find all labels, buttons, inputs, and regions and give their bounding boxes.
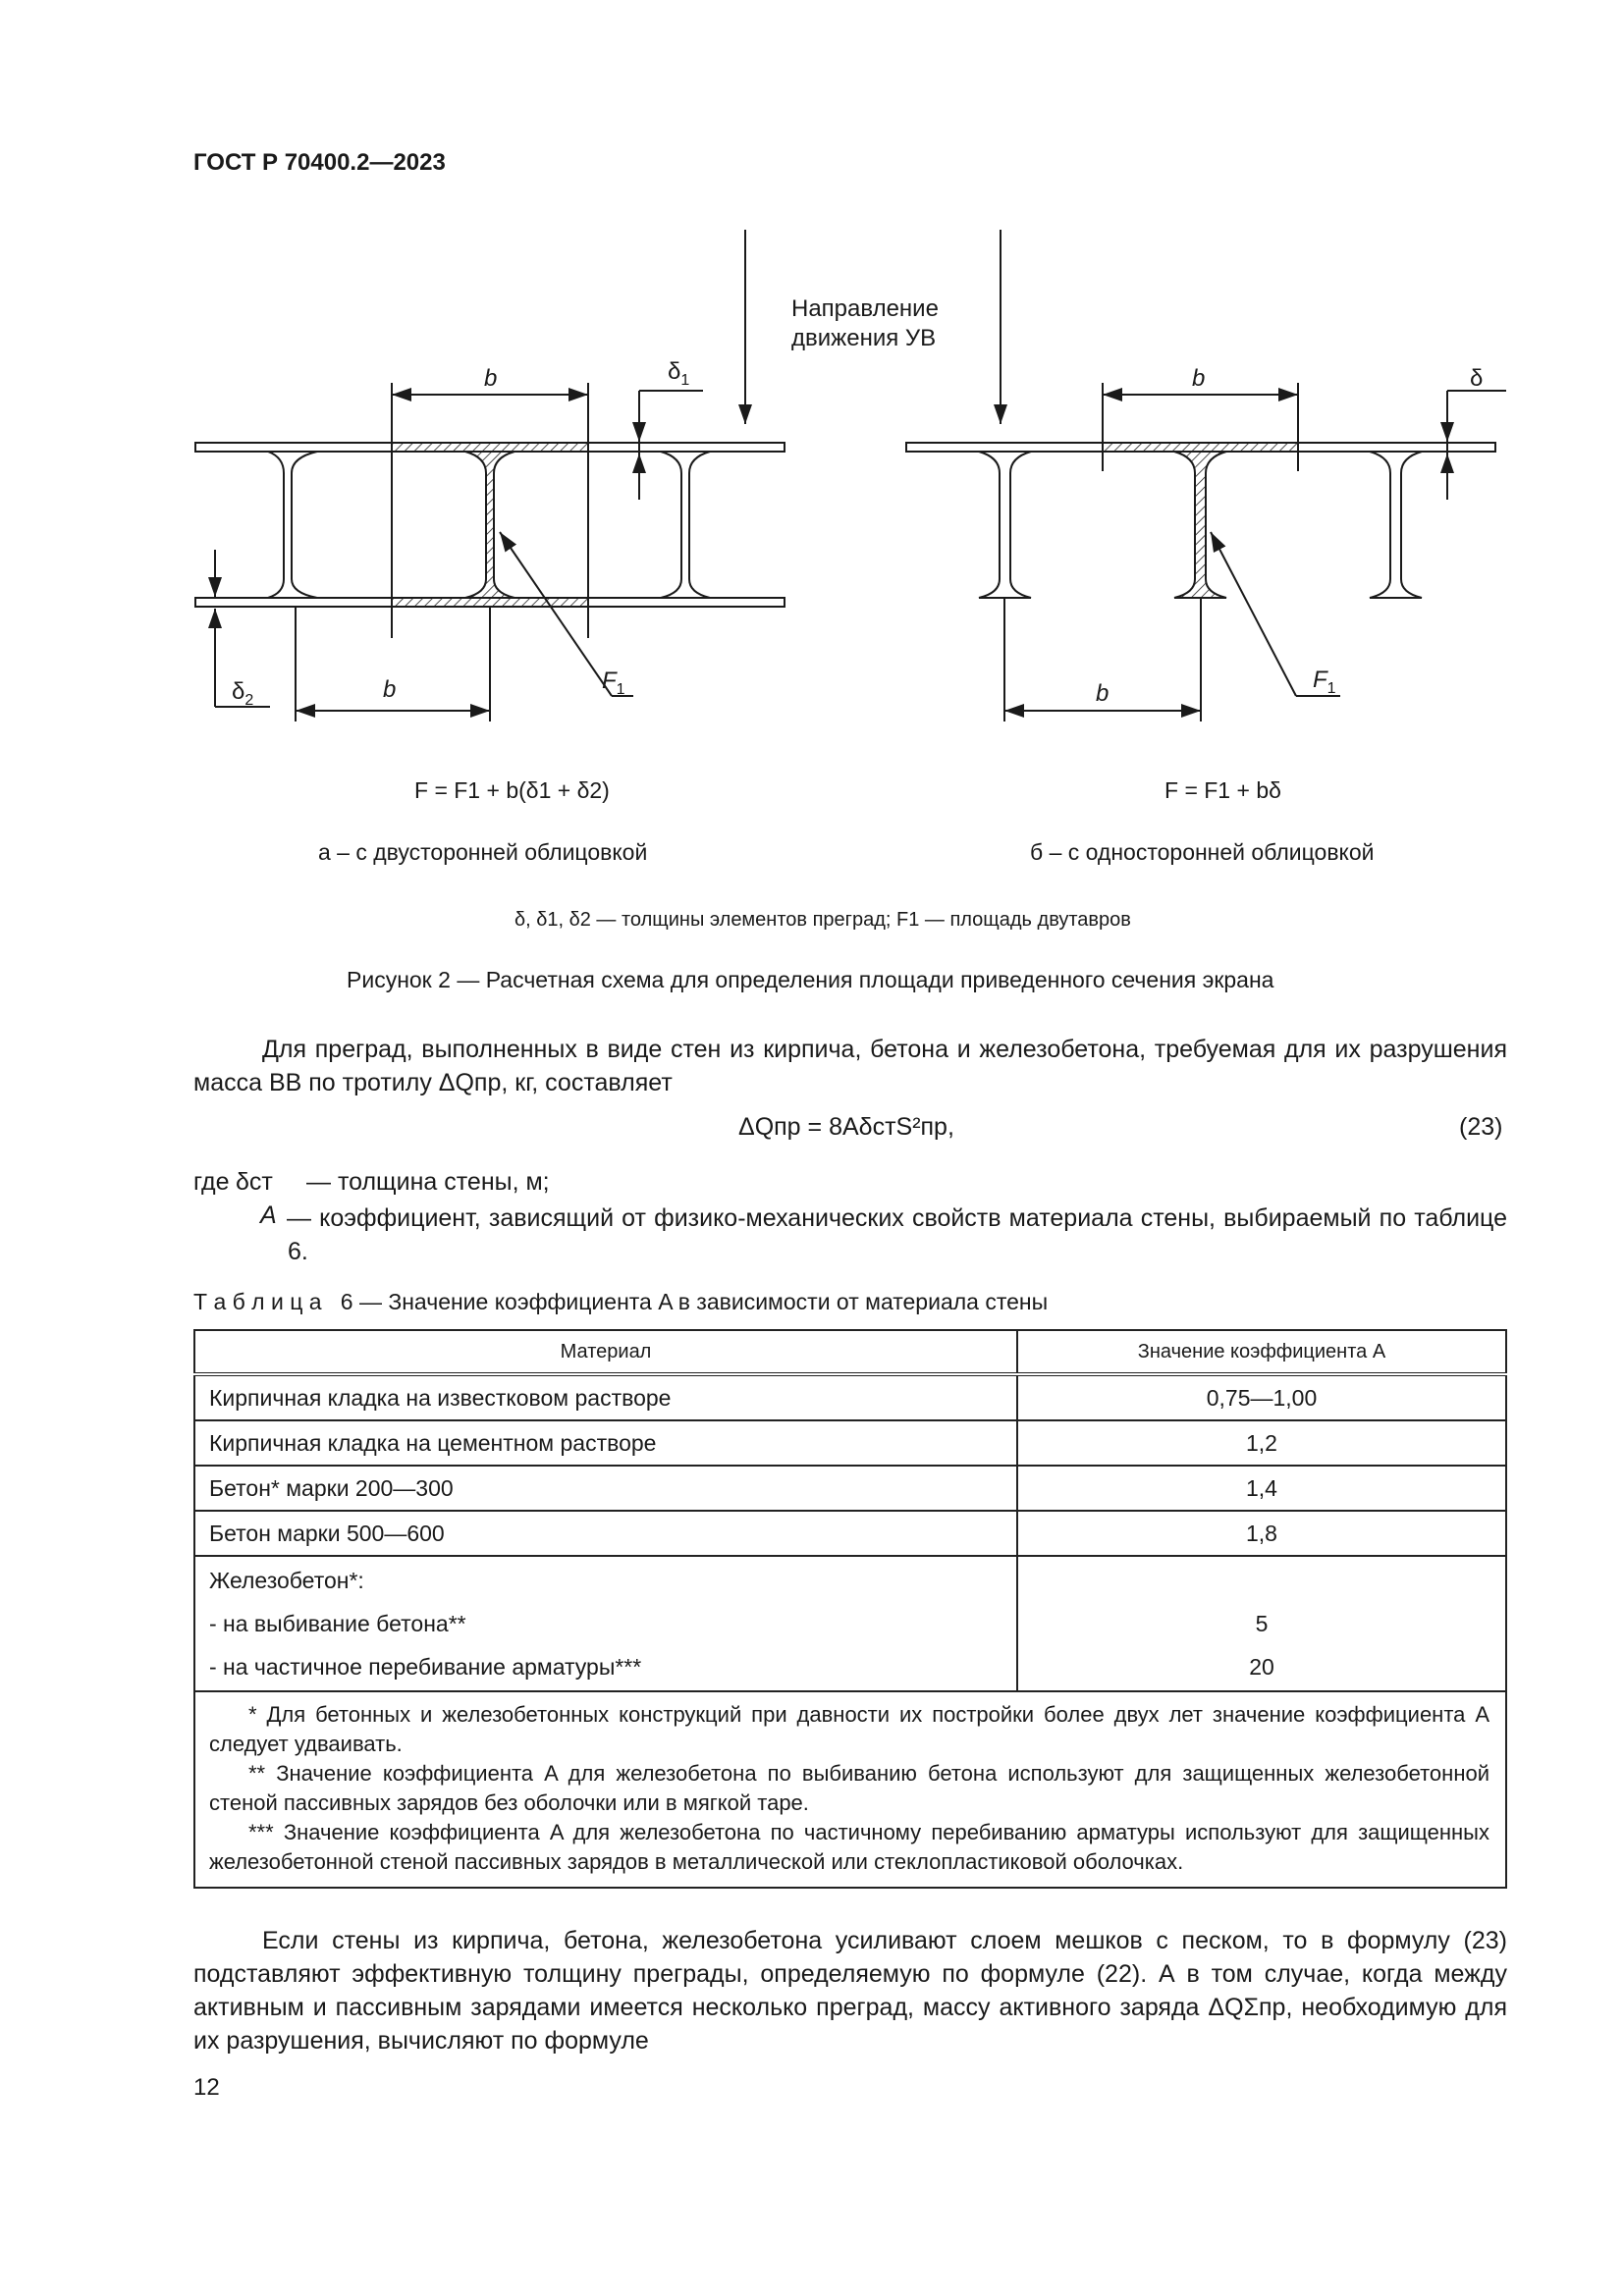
delta2-label: $\delta_2$ <box>232 678 254 709</box>
where-symbol-a: A <box>260 1201 277 1229</box>
doc-header: ГОСТ Р 70400.2—2023 <box>193 149 446 176</box>
where-lead: где <box>193 1168 230 1196</box>
beam-left-a <box>268 452 317 598</box>
group-item: - на частичное перебивание арматуры*** <box>209 1654 642 1680</box>
delta1-label: $\delta_1$ <box>668 358 690 389</box>
hatch-bottom-a <box>392 598 588 607</box>
f1-label: $F_1$ <box>602 667 625 698</box>
table-notes-row <box>194 1691 1506 1888</box>
group-title: Железобетон*: <box>209 1568 364 1593</box>
dim-b-label: b <box>1096 680 1110 707</box>
delta-label: δ <box>1470 365 1484 392</box>
beam-left-b <box>979 452 1031 598</box>
table-row <box>194 1511 1506 1556</box>
table-note: ** Значение коэффициента A для железобетона по выбиванию бетона используют для защищенных железобетонной стеной пассивных зарядов без оболочки или в мягкой таре. <box>209 1761 1489 1815</box>
paragraph-1: Для преград, выполненных в виде стен из кирпича, бетона и железобетона, требуемая для их разрушения масса ВВ по тротилу ΔQпр, кг, составляет <box>193 1036 1507 1096</box>
where-desc-delta: — толщина стены, м; <box>306 1168 550 1196</box>
cell-value: 1,4 <box>1017 1466 1506 1511</box>
beam-right-a <box>661 452 710 598</box>
formula-b: F = F1 + bδ <box>1164 777 1281 803</box>
cell-value: 1,2 <box>1017 1420 1506 1466</box>
cell-value: 1,8 <box>1017 1511 1506 1556</box>
where-symbol-delta: δст <box>236 1168 273 1196</box>
paragraph-2: Если стены из кирпича, бетона, железобетона усиливают слоем мешков с песком, то в формулу (23) подставляют эффективную толщину преграды, определяемую по формуле (22). А в том случае, когда между активным и пассивным зарядами имеется несколько преград, массу активного заряда ΔQΣпр, необходимую для их разрушения, вычисляют по формуле <box>193 1927 1507 2055</box>
group-value: 5 <box>1255 1611 1269 1636</box>
where-desc-a: — коэффициент, зависящий от физико-механических свойств материала стены, выбираемый по таблице 6. <box>287 1204 1507 1265</box>
table-6 <box>193 1329 1507 1889</box>
f1-label: $F_1$ <box>1313 667 1336 697</box>
beam-mid-b <box>1174 452 1226 598</box>
table-row-group <box>194 1556 1506 1691</box>
cell-material: Кирпичная кладка на известковом растворе <box>194 1374 1017 1420</box>
formula-a: F = F1 + b(δ1 + δ2) <box>414 777 610 803</box>
dim-b-label: b <box>484 365 498 392</box>
hatch-top-a <box>392 443 588 452</box>
hatch-top-b <box>1103 443 1298 452</box>
dim-b-label: b <box>383 676 397 703</box>
cell-material: Бетон* марки 200—300 <box>194 1466 1017 1511</box>
direction-label: движения УВ <box>791 325 937 351</box>
cell-value: 0,75—1,00 <box>1017 1374 1506 1420</box>
subcaption-a: а – с двусторонней облицовкой <box>318 839 648 865</box>
table-note: *** Значение коэффициента A для железобетона по частичному перебиванию арматуры используют для защищенных железобетонной стеной пассивных зарядов в металлической или стеклопластиковой оболочках. <box>209 1820 1489 1874</box>
subcaption-b: б – с односторонней облицовкой <box>1030 839 1375 865</box>
figure-2 <box>0 0 1624 942</box>
group-value: 20 <box>1249 1654 1274 1680</box>
cell-material: Бетон марки 500—600 <box>194 1511 1017 1556</box>
cell-material: Кирпичная кладка на цементном растворе <box>194 1420 1017 1466</box>
table-row <box>194 1466 1506 1511</box>
table-caption: Т а б л и ц а 6 — Значение коэффициента A в зависимости от материала стены <box>193 1289 1049 1314</box>
table-header: Значение коэффициента A <box>1017 1330 1506 1374</box>
formula-23-number: (23) <box>1459 1113 1503 1141</box>
table-note: * Для бетонных и железобетонных конструкций при давности их постройки более двух лет значение коэффициента A следует удваивать. <box>209 1702 1489 1756</box>
table-row <box>194 1374 1506 1420</box>
figure-legend: δ, δ1, δ2 — толщины элементов преград; F1 — площадь двутавров <box>514 909 1131 931</box>
formula-23: ΔQпр = 8AδстS²пр, <box>738 1113 954 1141</box>
page-number: 12 <box>193 2074 220 2101</box>
beam-mid-a <box>465 452 514 598</box>
group-item: - на выбивание бетона** <box>209 1611 466 1636</box>
figure-caption: Рисунок 2 — Расчетная схема для определения площади приведенного сечения экрана <box>347 967 1274 992</box>
direction-label: Направление <box>791 295 939 322</box>
dim-b-label: b <box>1192 365 1206 392</box>
beam-right-b <box>1370 452 1422 598</box>
table-row <box>194 1420 1506 1466</box>
table-header: Материал <box>194 1330 1017 1374</box>
